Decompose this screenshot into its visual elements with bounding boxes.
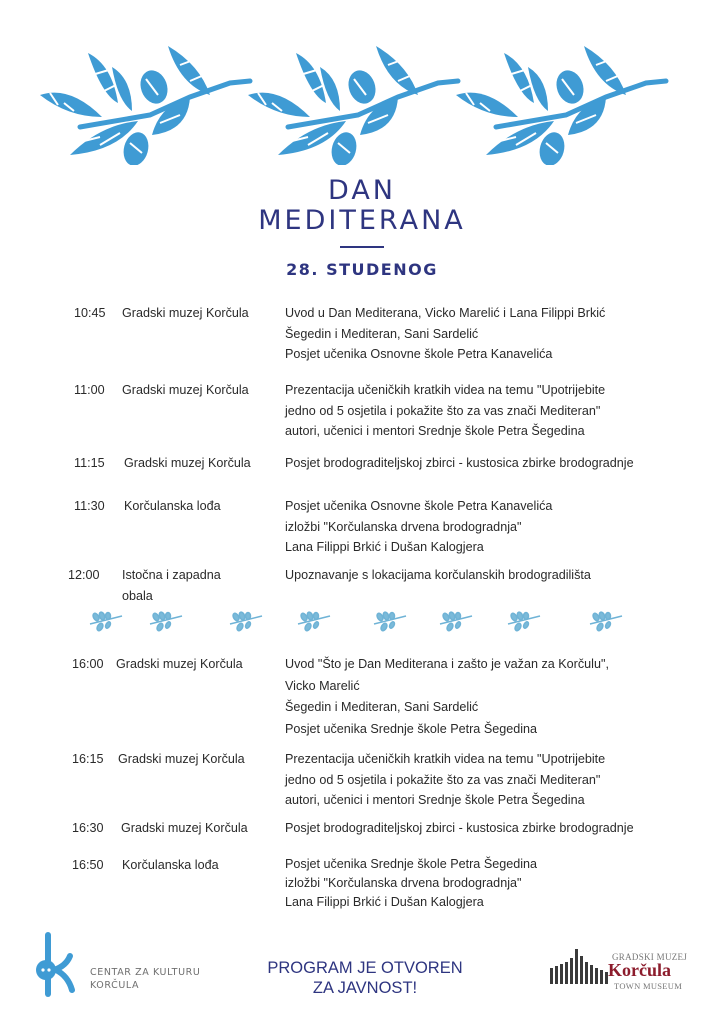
description-line: izložbi "Korčulanska drvena brodogradnja" xyxy=(285,876,522,890)
event-location-line: Gradski muzej Korčula xyxy=(122,306,249,320)
olive-sprig-icon xyxy=(296,608,332,632)
description-line: Upoznavanje s lokacijama korčulanskih brodogradilišta xyxy=(285,568,591,582)
event-location xyxy=(124,496,274,517)
event-location-line: Gradski muzej Korčula xyxy=(121,821,248,835)
description-line: Lana Filippi Brkić i Dušan Kalogjera xyxy=(285,895,484,909)
event-time: 16:15 xyxy=(72,752,104,766)
ck-logo-icon xyxy=(34,932,84,998)
event-time: 16:50 xyxy=(72,858,104,872)
description-line: Prezentacija učeničkih kratkih videa na temu "Upotrijebite xyxy=(285,383,606,397)
museum-logo-line2: Korčula xyxy=(608,960,671,980)
ck-logo-line2: KORČULA xyxy=(90,980,140,991)
description-line: Šegedin i Mediteran, Sani Sardelić xyxy=(285,326,479,341)
event-time: 11:00 xyxy=(74,383,105,397)
event-time: 16:00 xyxy=(72,657,104,671)
event-time: 16:30 xyxy=(72,821,104,835)
page-title-line1: DAN xyxy=(328,175,396,206)
description-line: Uvod u Dan Mediterana, Vicko Marelić i Lana Filippi Brkić xyxy=(285,306,606,320)
event-description xyxy=(285,380,685,442)
title-block xyxy=(0,176,724,279)
event-location-line: obala xyxy=(122,588,153,603)
event-time: 11:30 xyxy=(74,499,105,513)
event-description xyxy=(285,749,685,811)
notice-line2: ZA JAVNOST! xyxy=(312,979,418,997)
event-description xyxy=(285,496,685,558)
description-line: Posjet učenika Srednje škole Petra Šegedina xyxy=(285,721,538,736)
centar-za-kulturu-logo xyxy=(34,932,244,1002)
ck-logo-text xyxy=(90,966,200,992)
open-to-public-notice xyxy=(240,958,490,998)
museum-logo-line3: TOWN MUSEUM xyxy=(614,981,683,991)
event-location xyxy=(122,855,272,876)
description-line: Posjet brodograditeljskoj zbirci - kustosica zbirke brodogradnje xyxy=(285,456,634,470)
event-location-line: Gradski muzej Korčula xyxy=(122,383,249,397)
event-location xyxy=(124,453,274,474)
event-description xyxy=(285,654,685,740)
event-date: 28. STUDENOG xyxy=(286,260,438,279)
event-location xyxy=(118,749,268,770)
event-location-line: Gradski muzej Korčula xyxy=(124,456,251,470)
olive-sprig-icon xyxy=(148,608,184,632)
sprig-divider xyxy=(80,608,640,636)
page-title-line2: MEDITERANA xyxy=(258,205,466,236)
event-location-line: Korčulanska lođa xyxy=(122,858,219,872)
event-location-line: Gradski muzej Korčula xyxy=(116,657,243,671)
event-location-line: Korčulanska lođa xyxy=(124,499,221,513)
olive-sprig-icon xyxy=(228,608,264,632)
description-line: autori, učenici i mentori Srednje škole Petra Šegedina xyxy=(285,793,585,807)
description-line: autori, učenici i mentori Srednje škole Petra Šegedina xyxy=(285,424,585,438)
description-line: Posjet učenika Osnovne škole Petra Kanavelića xyxy=(285,499,553,513)
museum-logo-line1: GRADSKI MUZEJ xyxy=(612,952,688,962)
event-location xyxy=(121,818,271,839)
olive-sprig-icon xyxy=(438,608,474,632)
event-location-line: Gradski muzej Korčula xyxy=(118,752,245,766)
town-skyline-icon xyxy=(548,948,610,986)
olive-branch-banner xyxy=(30,40,690,165)
event-location xyxy=(116,654,266,675)
olive-sprig-icon xyxy=(588,608,624,632)
description-line: Lana Filippi Brkić i Dušan Kalogjera xyxy=(285,540,484,554)
description-line: Šegedin i Mediteran, Sani Sardelić xyxy=(285,700,479,714)
olive-sprig-icon xyxy=(88,608,124,632)
event-description xyxy=(285,303,685,365)
olive-sprig-icon xyxy=(506,608,542,632)
description-line: Posjet brodograditeljskoj zbirci - kustosica zbirke brodogradnje xyxy=(285,821,634,835)
notice-line1: PROGRAM JE OTVOREN xyxy=(267,959,463,977)
event-location xyxy=(122,565,272,606)
event-description xyxy=(285,565,685,586)
olive-branch-icon xyxy=(30,40,690,165)
event-description xyxy=(285,855,685,912)
description-line: Prezentacija učeničkih kratkih videa na temu "Upotrijebite xyxy=(285,752,606,766)
description-line: Uvod "Što je Dan Mediterana i zašto je važan za Korčulu", xyxy=(285,657,609,671)
event-time: 11:15 xyxy=(74,456,105,470)
event-location-line: Istočna i zapadna xyxy=(122,568,221,582)
description-line: jedno od 5 osjetila i pokažite što za vas znači Mediteran" xyxy=(285,772,601,787)
description-line: Posjet učenika Osnovne škole Petra Kanavelića xyxy=(285,347,553,361)
description-line: jedno od 5 osjetila i pokažite što za vas znači Mediteran" xyxy=(285,403,601,418)
gradski-muzej-logo xyxy=(548,948,708,998)
event-time: 10:45 xyxy=(74,306,106,320)
event-location xyxy=(122,303,272,324)
description-line: izložbi "Korčulanska drvena brodogradnja" xyxy=(285,519,522,534)
event-description xyxy=(285,453,685,474)
title-divider xyxy=(340,246,384,248)
description-line: Posjet učenika Srednje škole Petra Šegedina xyxy=(285,857,538,871)
olive-sprig-icon xyxy=(372,608,408,632)
event-location xyxy=(122,380,272,401)
ck-logo-line1: CENTAR ZA KULTURU xyxy=(90,967,201,978)
description-line: Vicko Marelić xyxy=(285,678,360,693)
event-description xyxy=(285,818,685,839)
event-time: 12:00 xyxy=(68,568,100,582)
